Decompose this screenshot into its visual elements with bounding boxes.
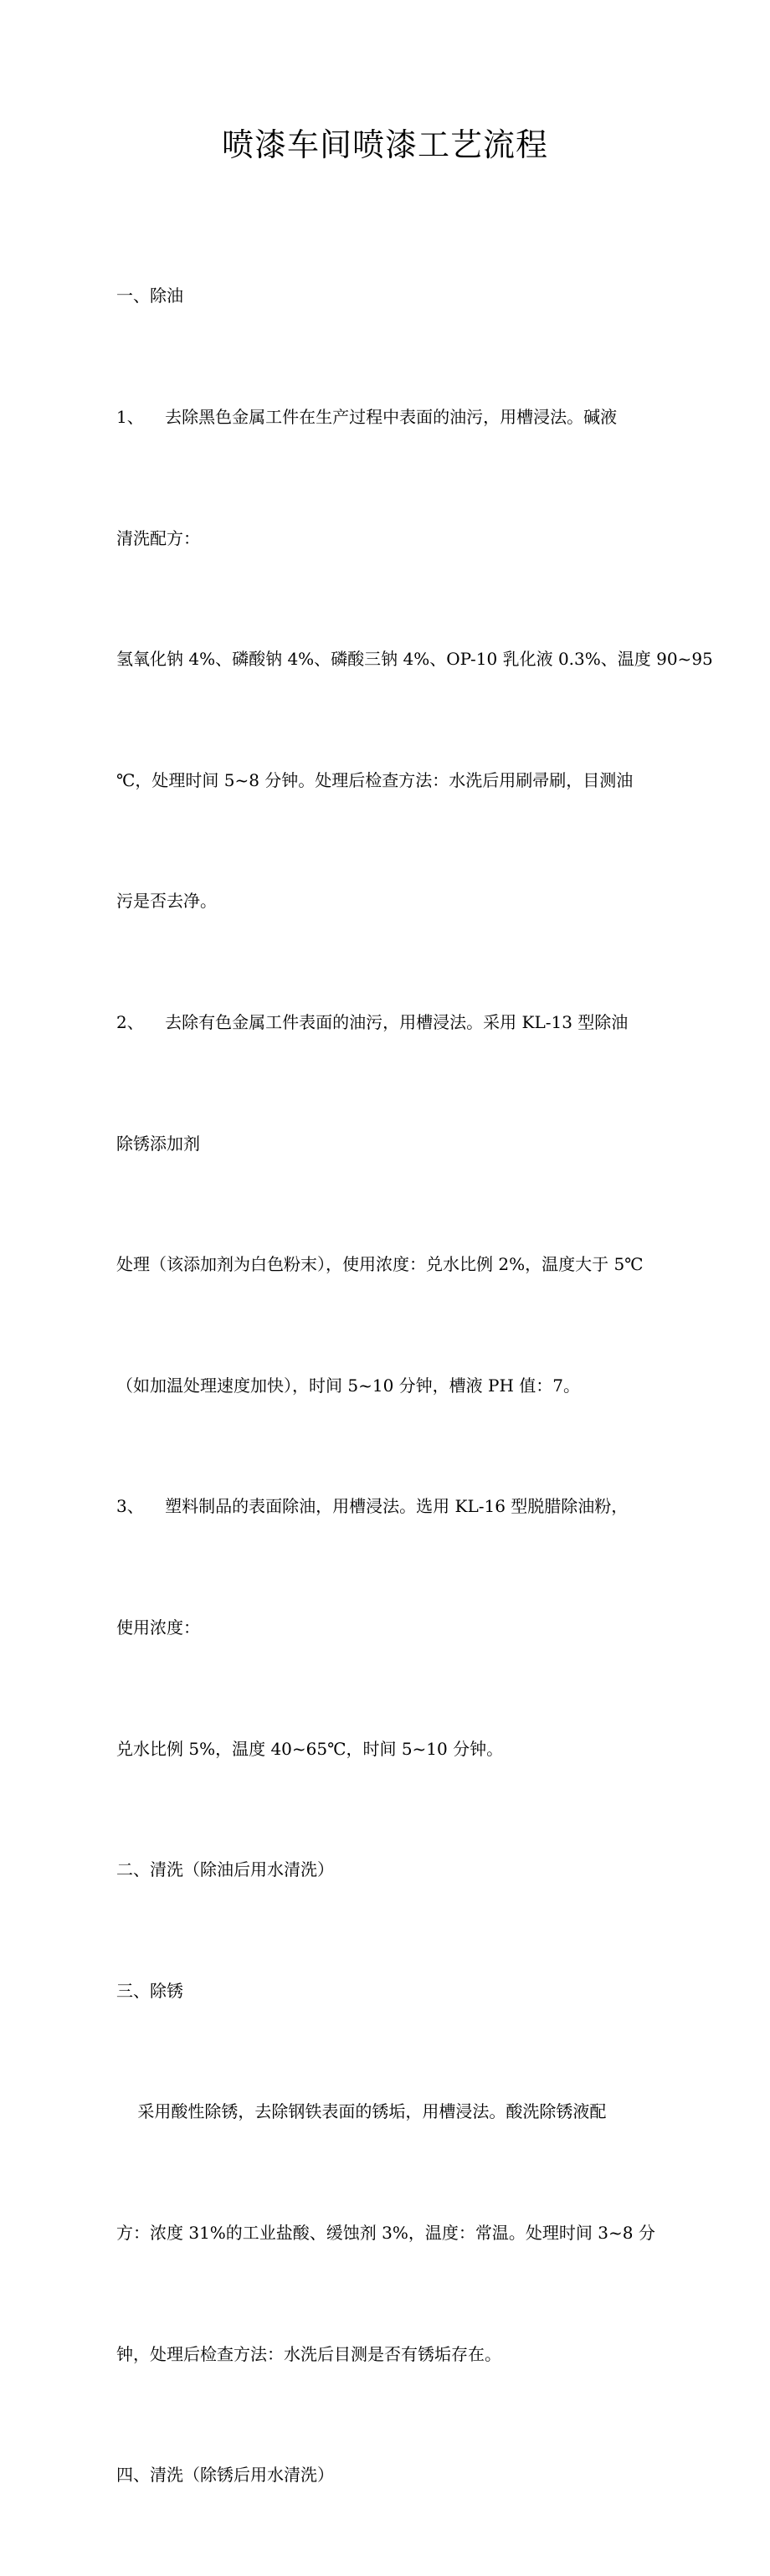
paragraph-line: （如加温处理速度加快），时间 5~10 分钟，槽液 PH 值：7。 <box>116 1375 580 1396</box>
section-heading-degreasing: 一、除油 <box>116 285 183 306</box>
paragraph-line: 氢氧化钠 4%、磷酸钠 4%、磷酸三钠 4%、OP-10 乳化液 0.3%、温度 90~95 <box>116 649 713 670</box>
section-heading-rinse-1: 二、清洗（除油后用水清洗） <box>116 1859 334 1880</box>
paragraph-line: 清洗配方： <box>116 527 200 548</box>
document-title: 喷漆车间喷漆工艺流程 <box>221 126 548 163</box>
paragraph-line: 污是否去净。 <box>116 891 217 912</box>
paragraph-line: 3、 塑料制品的表面除油，用槽浸法。选用 KL-16 型脱腊除油粉， <box>116 1496 629 1517</box>
paragraph-line: 钟，处理后检查方法：水洗后目测是否有锈垢存在。 <box>116 2343 501 2364</box>
paragraph-line: ℃，处理时间 5~8 分钟。处理后检查方法：水洗后用刷帚刷，目测油 <box>116 769 634 790</box>
paragraph-line: 采用酸性除锈，去除钢铁表面的锈垢，用槽浸法。酸洗除锈液配 <box>116 2101 607 2122</box>
paragraph-line: 方：浓度 31%的工业盐酸、缓蚀剂 3%，温度：常温。处理时间 3~8 分 <box>116 2222 655 2243</box>
paragraph-line: 2、 去除有色金属工件表面的油污，用槽浸法。采用 KL-13 型除油 <box>116 1011 629 1032</box>
paragraph-line: 1、 去除黑色金属工件在生产过程中表面的油污，用槽浸法。碱液 <box>116 407 618 427</box>
section-heading-rinse-2: 四、清洗（除锈后用水清洗） <box>116 2465 334 2486</box>
paragraph-line: 除锈添加剂 <box>116 1133 200 1154</box>
paragraph-line: 使用浓度： <box>116 1617 200 1638</box>
paragraph-line: 兑水比例 5%，温度 40~65℃，时间 5~10 分钟。 <box>116 1738 504 1759</box>
document-body <box>116 195 713 2576</box>
paragraph-line: 处理（该添加剂为白色粉末），使用浓度：兑水比例 2%，温度大于 5℃ <box>116 1254 644 1275</box>
section-heading-derusting: 三、除锈 <box>116 1980 183 2001</box>
